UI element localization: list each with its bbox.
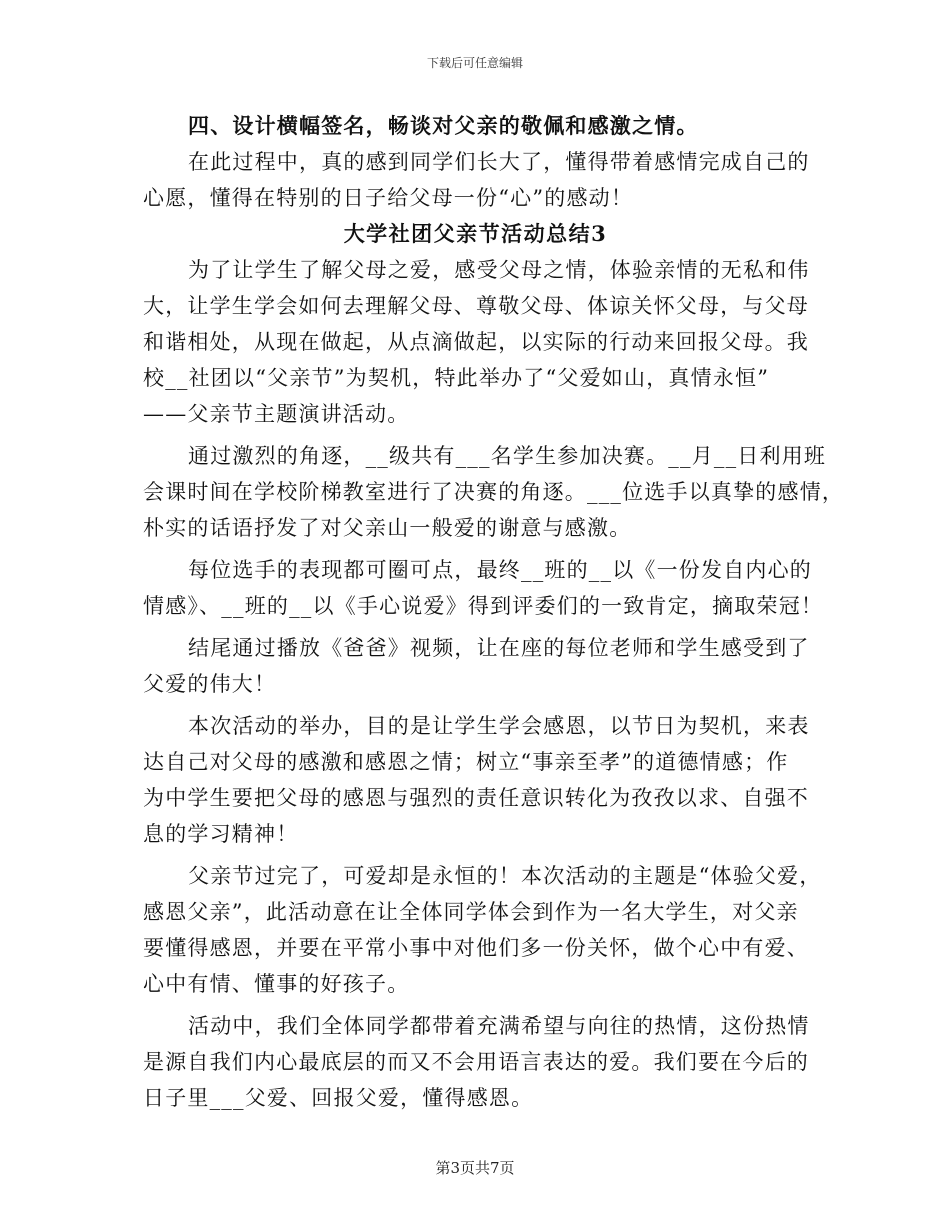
paragraph-line: 活动中，我们全体同学都带着充满希望与向往的热情，这份热情	[188, 1014, 810, 1038]
paragraph-line: 达自己对父母的感激和感恩之情；树立“事亲至孝”的道德情感；作	[143, 750, 789, 774]
paragraph-line: 为中学生要把父母的感恩与强烈的责任意识转化为孜孜以求、自强不	[143, 786, 809, 810]
paragraph-line: 日子里___父爱、回报父爱，懂得感恩。	[143, 1086, 534, 1110]
paragraph-line: 结尾通过播放《爸爸》视频，让在座的每位老师和学生感受到了	[188, 636, 810, 660]
paragraph-line: 是源自我们内心最底层的而又不会用语言表达的爱。我们要在今后的	[143, 1050, 809, 1074]
paragraph	[143, 252, 808, 432]
intro-line: 在此过程中，真的感到同学们长大了，懂得带着感情完成自己的	[188, 150, 810, 174]
paragraph-line: 为了让学生了解父母之爱，感受父母之情，体验亲情的无私和伟	[188, 258, 810, 282]
intro-line: 心愿，懂得在特别的日子给父母一份“心”的感动！	[143, 186, 634, 210]
paragraph-line: 本次活动的举办，目的是让学生学会感恩，以节日为契机，来表	[188, 714, 810, 738]
paragraph-line: ——父亲节主题演讲活动。	[143, 402, 410, 426]
page-header: 下载后可任意编辑	[426, 56, 523, 70]
paragraph-line: 感恩父亲”，此活动意在让全体同学体会到作为一名大学生，对父亲	[143, 900, 799, 924]
paragraph-line: 通过激烈的角逐，__级共有___名学生参加决赛。__月__日利用班	[188, 444, 827, 468]
document-body	[143, 108, 845, 1116]
paragraph-line: 父爱的伟大！	[143, 672, 277, 696]
paragraph	[143, 858, 822, 1002]
paragraph-line: 大，让学生学会如何去理解父母、尊敬父母、体谅关怀父母，与父母	[143, 294, 809, 318]
section-heading: 四、设计横幅签名，畅谈对父亲的敬佩和感激之情。	[188, 113, 699, 138]
paragraph-line: 父亲节过完了，可爱却是永恒的！本次活动的主题是“体验父爱，	[188, 864, 822, 888]
paragraph	[143, 552, 824, 624]
paragraph	[143, 1008, 808, 1116]
paragraph	[143, 630, 808, 702]
paragraph	[143, 438, 845, 546]
paragraph-line: 每位选手的表现都可圈可点，最终__班的__以《一份发自内心的	[188, 558, 812, 582]
paragraph-line: 和谐相处，从现在做起，从点滴做起，以实际的行动来回报父母。我	[143, 330, 809, 354]
paragraph-line: 校__社团以“父亲节”为契机，特此举办了“父爱如山，真情永恒”	[143, 366, 770, 390]
paragraph-line: 情感》、__班的__以《手心说爱》得到评委们的一致肯定，摘取荣冠！	[143, 594, 824, 618]
paragraph	[143, 708, 808, 852]
document-title: 大学社团父亲节活动总结3	[343, 221, 608, 246]
paragraph-line: 会课时间在学校阶梯教室进行了决赛的角逐。___位选手以真挚的感情，	[143, 480, 845, 504]
paragraph-line: 心中有情、懂事的好孩子。	[143, 972, 410, 996]
paragraph-line: 朴实的话语抒发了对父亲山一般爱的谢意与感激。	[143, 516, 632, 540]
paragraph-line: 要懂得感恩，并要在平常小事中对他们多一份关怀，做个心中有爱、	[143, 936, 809, 960]
page-number: 第3页共7页	[435, 1159, 515, 1177]
paragraph-line: 息的学习精神！	[143, 822, 299, 846]
